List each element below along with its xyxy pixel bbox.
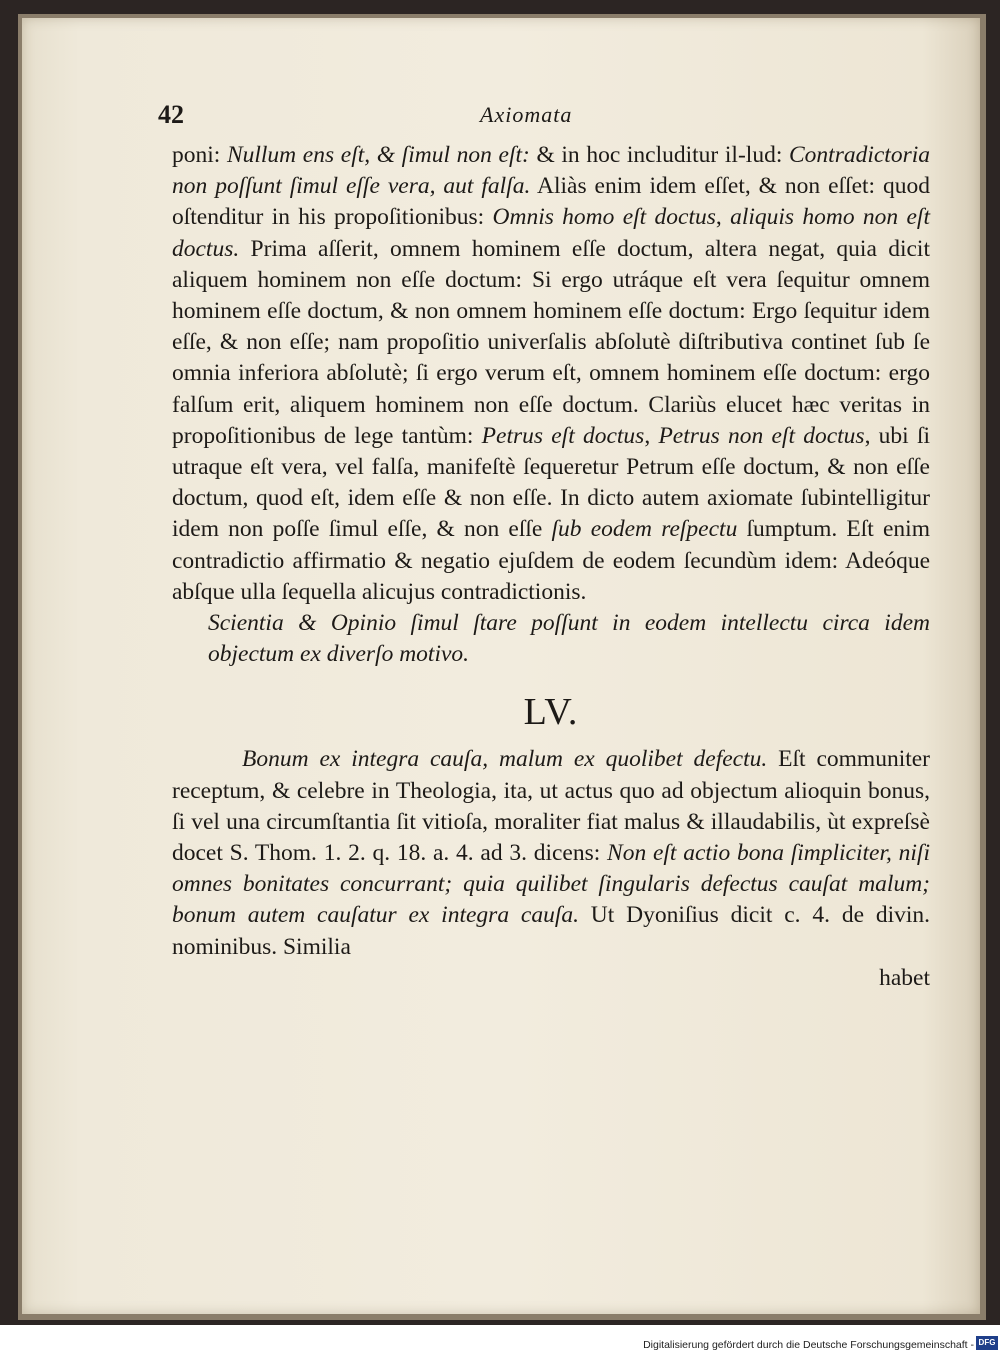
funding-credit: Digitalisierung gefördert durch die Deutsche Forschungsgemeinschaft - [643, 1339, 974, 1351]
paragraph-3 [172, 744, 930, 962]
text-run: & in hoc includitur il-lud: [529, 142, 789, 168]
italic-quote: Petrus non eſt doctus [658, 422, 865, 449]
italic-quote: aliquis homo non eſt doctus. [172, 204, 930, 262]
italic-quote: Contradictoria non poſſunt ſimul eſſe vera, aut falſa. [172, 142, 930, 200]
dfg-logo-icon: DFG [976, 1336, 998, 1350]
text-run: Ut Dyoniſius dicit c. 4. de divin. nominibus. Similia [172, 902, 931, 960]
section-heading: LV. [523, 691, 579, 734]
footer-bar [0, 1325, 1000, 1359]
italic-quote: ſub eodem reſpectu [551, 516, 738, 543]
page-text-block [158, 100, 931, 994]
text-run: , [715, 204, 731, 231]
text-run: Eſt communiter receptum, & celebre in Theologia, ita, ut actus quo ad objectum alioquin bonus, ſi vel una circumſtantia ſit vitioſa, moraliter fiat malus & illaudabilis, ùt expreſsè docet S. Thom. 1. 2. q. 18. a. 4. ad 3. dicens: [172, 746, 931, 867]
axiom-statement: Scientia & Opinio ſimul ſtare poſſunt in eodem intellectu circa idem objectum ex diverſo motivo. [208, 610, 930, 668]
page-number: 42 [158, 100, 184, 129]
text-run: , [644, 422, 659, 449]
text-run: ſumptum. Eſt enim contradictio affirmatio & negatio ejuſdem de eodem ſecundùm idem: Adeóque abſque ulla ſequella alicujus contradictionis. [172, 516, 930, 605]
italic-quote: Petrus eſt doctus [481, 422, 645, 449]
italic-quote: Non eſt actio bona ſimpliciter, niſi omnes bonitates concurrant; quia quilibet ſingularis defectus cauſat malum; bonum autem cauſatur ex integra cauſa. [172, 840, 930, 929]
text-run: , ubi ſi utraque eſt vera, vel falſa, manifeſtè ſequeretur Petrum eſſe doctum, & non eſſe doctum, quod eſt, idem eſſe & non eſſe. In dicto autem axiomate ſubintelligitur idem non poſſe ſimul eſſe, & non eſſe [172, 422, 931, 543]
running-title: Axiomata [480, 102, 573, 127]
italic-quote: Omnis homo eſt doctus [492, 204, 716, 231]
paragraph-1 [172, 140, 930, 608]
italic-quote: Nullum ens eſt, & ſimul non eſt: [226, 142, 530, 168]
page-header [158, 100, 930, 140]
catchword: habet [879, 964, 930, 991]
text-run: Aliàs enim idem eſſet, & non eſſet: quod oſtenditur in his propoſitionibus: [172, 173, 930, 231]
italic-quote: Bonum ex integra cauſa, malum ex quolibet defectu. [242, 746, 768, 773]
text-run: Prima aſſerit, omnem hominem eſſe doctum, altera negat, quia dicit aliquem hominem non eſſe doctum: Si ergo utráque eſt vera ſequitur omnem hominem eſſe doctum, & non omnem hominem eſſe doctum: Ergo ſequitur idem eſſe, & non eſſe; nam propoſitio univerſalis abſolutè diſtributiva continet ſub ſe omnia inferiora abſolutè; ſi ergo verum eſt, omnem hominem eſſe doctum: ergo falſum erit, aliquem hominem non eſſe doctum. Clariùs elucet hæc veritas in propoſitionibus de lege tantùm: [172, 235, 930, 449]
text-run: poni: [172, 142, 227, 168]
